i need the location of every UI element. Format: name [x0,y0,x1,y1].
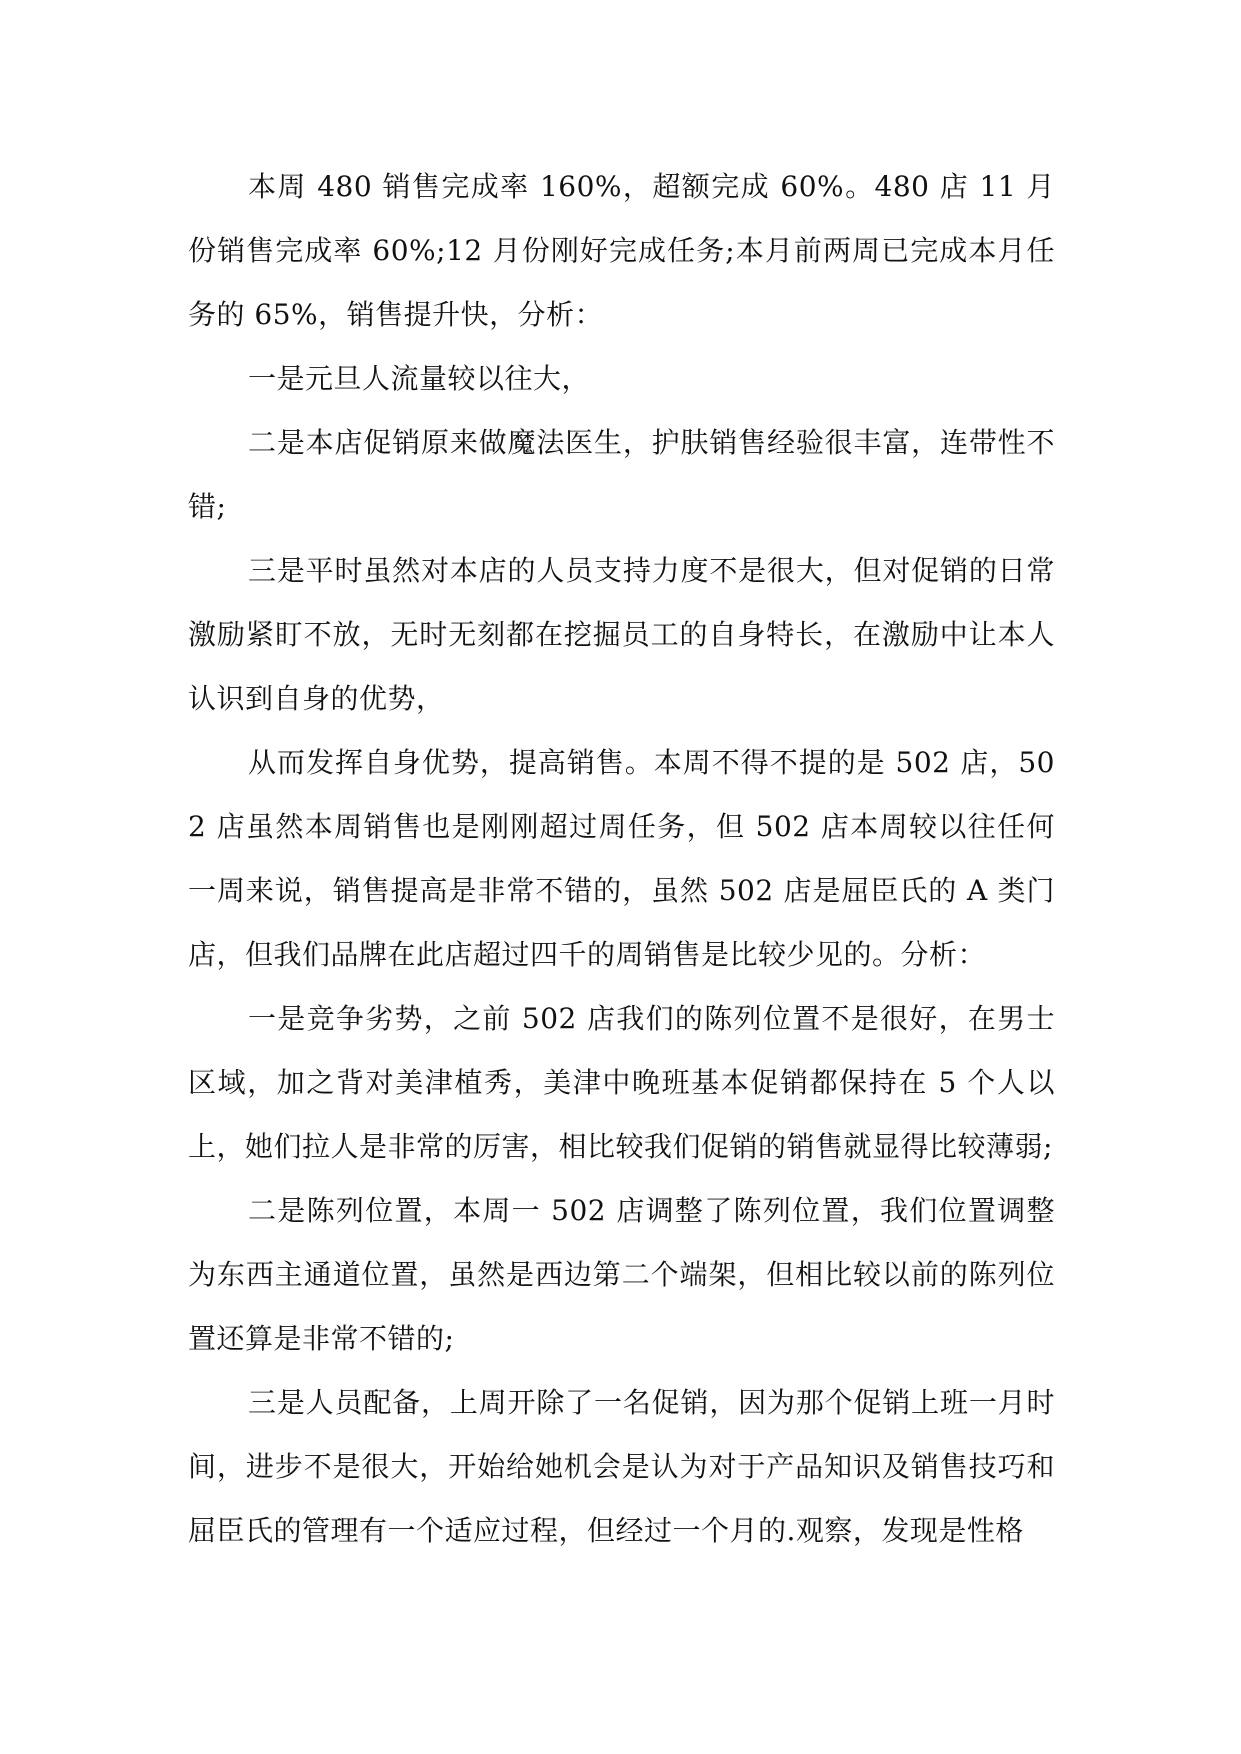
document-body [188,155,1055,1563]
paragraph-3: 二是本店促销原来做魔法医生，护肤销售经验很丰富，连带性不错; [188,426,1055,523]
paragraph-7: 二是陈列位置，本周一 502 店调整了陈列位置，我们位置调整为东西主通道位置，虽然是西边第二个端架，但相比较以前的陈列位置还算是非常不错的; [188,1194,1055,1355]
paragraph-2: 一是元旦人流量较以往大， [248,362,591,395]
paragraph-5: 从而发挥自身优势，提高销售。本周不得不提的是 502 店，502 店虽然本周销售也是刚刚超过周任务，但 502 店本周较以往任何一周来说，销售提高是非常不错的，虽然 502 店是屈臣氏的 A 类门店，但我们品牌在此店超过四千的周销售是比较少见的。分析： [188,746,1055,971]
paragraph-4: 三是平时虽然对本店的人员支持力度不是很大，但对促销的日常激励紧盯不放，无时无刻都在挖掘员工的自身特长，在激励中让本人认识到自身的优势， [188,554,1055,715]
paragraph-1: 本周 480 销售完成率 160%，超额完成 60%。480 店 11 月份销售完成率 60%;12 月份刚好完成任务;本月前两周已完成本月任务的 65%，销售提升快，分析： [188,170,1055,331]
paragraph-6: 一是竞争劣势，之前 502 店我们的陈列位置不是很好，在男士区域，加之背对美津植秀，美津中晚班基本促销都保持在 5 个人以上，她们拉人是非常的厉害，相比较我们促销的销售就显得比较薄弱; [188,1002,1055,1163]
paragraph-8: 三是人员配备，上周开除了一名促销，因为那个促销上班一月时间，进步不是很大，开始给她机会是认为对于产品知识及销售技巧和屈臣氏的管理有一个适应过程，但经过一个月的.观察，发现是性格 [188,1386,1055,1547]
